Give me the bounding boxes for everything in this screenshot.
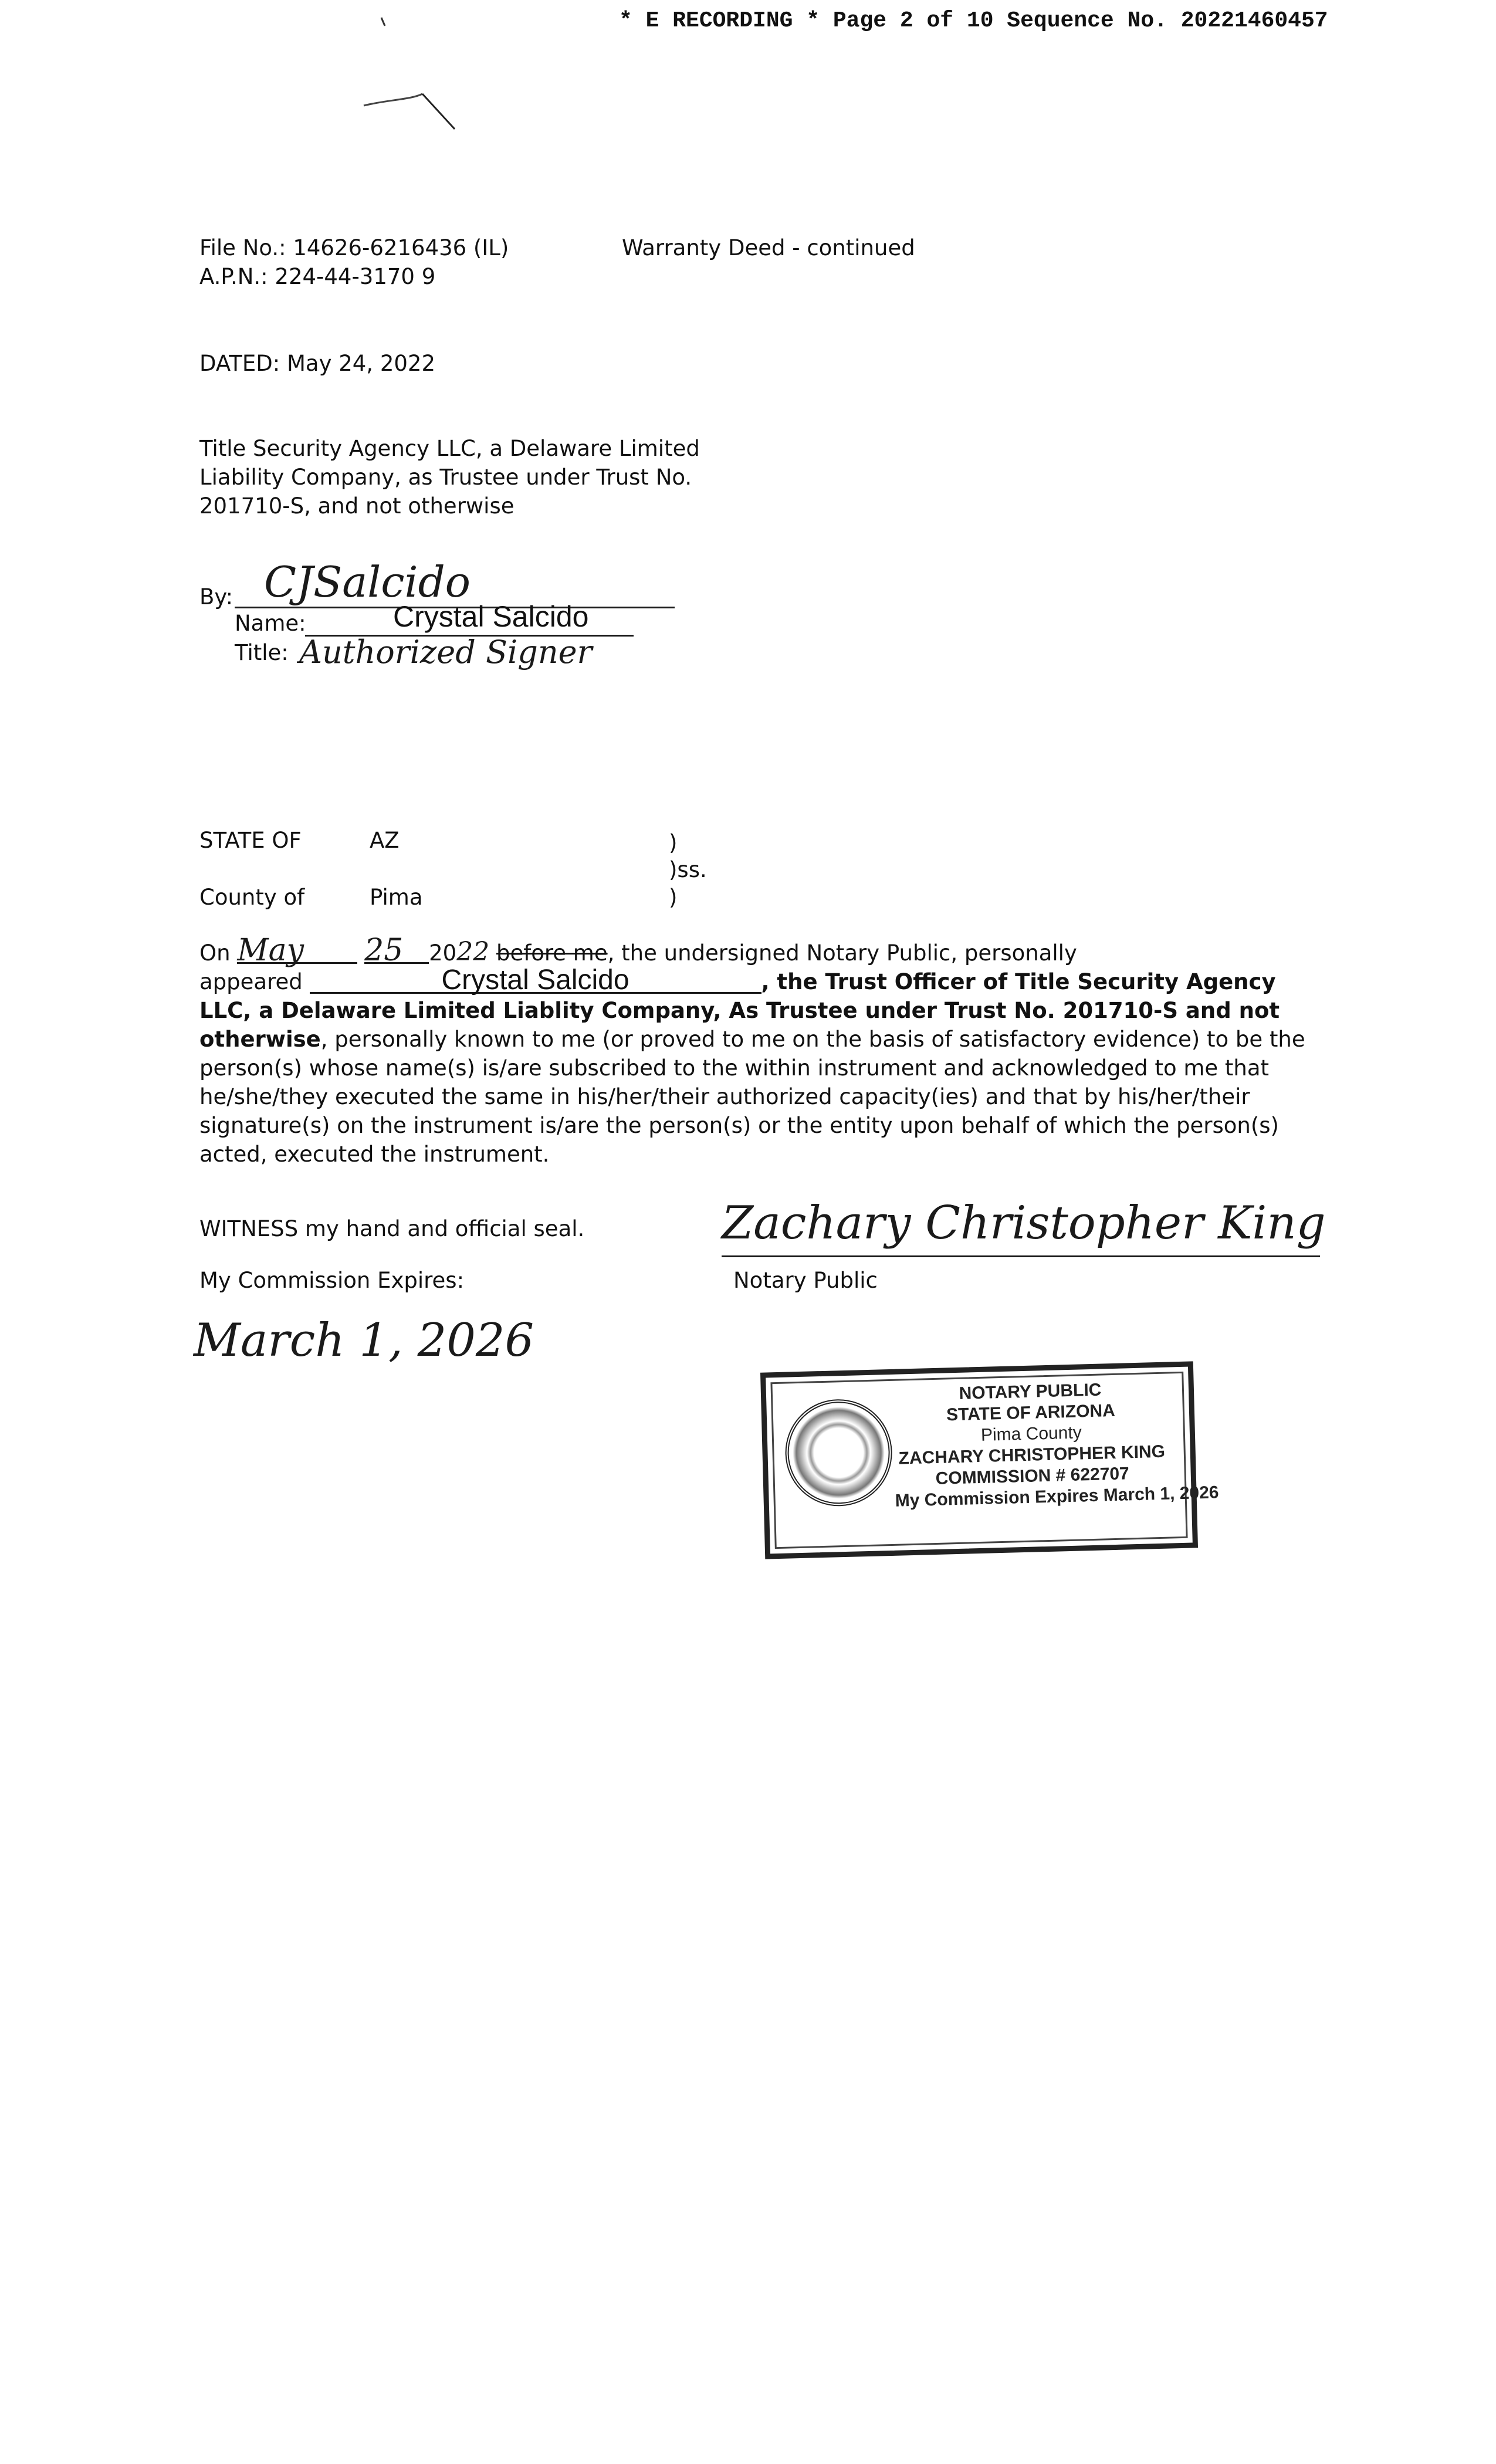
stamp-line-2: STATE OF ARIZONA: [946, 1400, 1116, 1425]
name-value: Crystal Salcido: [393, 600, 589, 633]
county-label: County of: [199, 885, 305, 910]
on-label: On: [199, 940, 231, 966]
county-value: Pima: [370, 885, 423, 910]
stamp-line-1: NOTARY PUBLIC: [959, 1380, 1102, 1403]
appeared-name: Crystal Salcido: [310, 969, 761, 994]
ack-line-5: person(s) whose name(s) is/are subscribed to the within instrument and acknowledged to me that: [199, 1055, 1270, 1081]
witness-line: WITNESS my hand and official seal.: [199, 1216, 585, 1241]
notary-stamp: [760, 1361, 1219, 1559]
acknowledgment-paragraph: [199, 933, 1305, 1169]
ack-line-1: [199, 933, 1291, 968]
appeared-label: appeared: [199, 969, 303, 994]
title-value: Authorized Signer: [299, 634, 593, 671]
recording-header: * E RECORDING * Page 2 of 10 Sequence No. 20221460457: [619, 8, 1328, 33]
grantor-line-2: Liability Company, as Trustee under Trust No.: [199, 465, 692, 490]
stamp-line-6: My Commission Expires March 1, 2026: [895, 1483, 1219, 1511]
grantor-line-3: 201710-S, and not otherwise: [199, 493, 515, 519]
by-label: By:: [199, 584, 233, 610]
name-label: Name:: [235, 611, 306, 636]
stamp-line-5: COMMISSION # 622707: [935, 1464, 1130, 1488]
scan-mark: [352, 12, 481, 141]
ack-year: 22: [456, 937, 490, 967]
file-number: File No.: 14626-6216436 (IL): [199, 235, 509, 260]
stamp-text: [892, 1378, 1219, 1512]
grantor-signature: CJSalcido: [264, 557, 471, 607]
ack-day: 25: [364, 939, 429, 964]
notary-signature: Zachary Christopher King: [722, 1197, 1326, 1250]
ack-bold-3: otherwise: [199, 1027, 321, 1052]
venue-paren-2: ): [669, 885, 678, 910]
stamp-line-3: Pima County: [980, 1423, 1082, 1445]
ack-bold-2: LLC, a Delaware Limited Liablity Company, As Trustee under Trust No. 201710-S and not: [199, 998, 1280, 1023]
ack-line-3: [199, 996, 1291, 1025]
ack-line-4: [199, 1025, 1305, 1054]
ack-line-6: he/she/they executed the same in his/her/their authorized capacity(ies) and that by his/her/their: [199, 1084, 1250, 1109]
ack-bold-1: , the Trust Officer of Title Security Agency: [761, 969, 1276, 994]
notary-signature-line: [722, 1255, 1320, 1257]
document-type: Warranty Deed - continued: [622, 235, 915, 260]
year-prefix: 20: [429, 940, 457, 966]
ack-line-8: acted, executed the instrument.: [199, 1142, 550, 1167]
ack-line-2: [199, 964, 1291, 996]
ack-month: May: [237, 939, 357, 964]
venue-ss: )ss.: [669, 857, 707, 882]
before-me: before me: [496, 940, 608, 966]
commission-expires-handwritten: March 1, 2026: [194, 1314, 534, 1367]
venue-paren-1: ): [669, 830, 678, 855]
dated-line: DATED: May 24, 2022: [199, 351, 435, 376]
title-label: Title:: [235, 640, 289, 665]
apn-number: A.P.N.: 224-44-3170 9: [199, 264, 436, 289]
ack-line-3-rest: , personally known to me (or proved to me on the basis of satisfactory evidence) to be the: [320, 1027, 1305, 1052]
ack-line-7: signature(s) on the instrument is/are the person(s) or the entity upon behalf of which the person(s): [199, 1113, 1279, 1138]
ack-line-1-rest: , the undersigned Notary Public, personally: [607, 940, 1077, 966]
stamp-line-4: ZACHARY CHRISTOPHER KING: [898, 1441, 1166, 1468]
state-value: AZ: [370, 828, 400, 853]
grantor-line-1: Title Security Agency LLC, a Delaware Limited: [199, 436, 700, 461]
notary-public-label: Notary Public: [733, 1268, 878, 1293]
state-label: STATE OF: [199, 828, 302, 853]
commission-expires-label: My Commission Expires:: [199, 1268, 465, 1293]
